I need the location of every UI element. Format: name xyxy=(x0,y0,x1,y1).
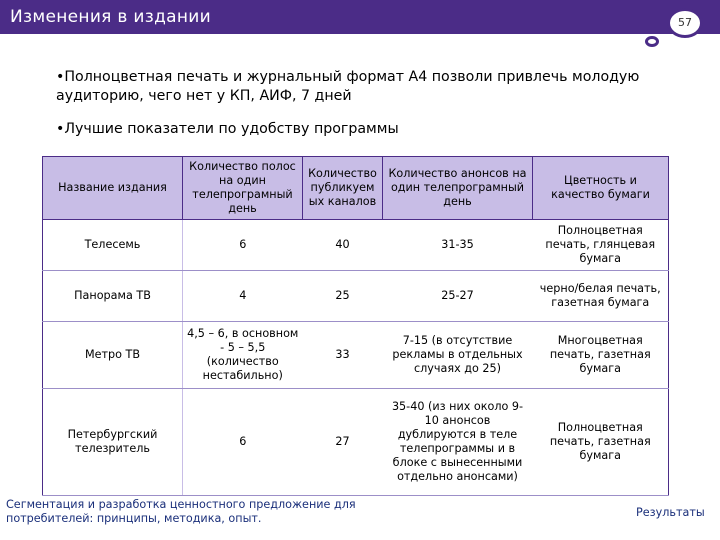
table-row xyxy=(43,271,669,322)
table-row xyxy=(43,322,669,389)
table-row xyxy=(43,389,669,496)
table-cell: Петербургский телезритель xyxy=(43,389,183,496)
table-cell: Панорама ТВ xyxy=(43,271,183,322)
slide-title: Изменения в издании xyxy=(10,7,212,27)
table-cell: 27 xyxy=(303,389,383,496)
table-cell: 35-40 (из них около 9-10 анонсов дублируются в теле телепрограммы и в блоке с вынесенными отдельно анонсами) xyxy=(383,389,533,496)
table-cell: 4 xyxy=(183,271,303,322)
table-cell: 7-15 (в отсутствие рекламы в отдельных случаях до 25) xyxy=(383,322,533,389)
column-header: Количество публикуем ых каналов xyxy=(303,157,383,220)
table-cell: 4,5 – 6, в основном - 5 – 5,5 (количество нестабильно) xyxy=(183,322,303,389)
bubble-decoration xyxy=(645,36,659,47)
table-cell: 6 xyxy=(183,220,303,271)
column-header: Название издания xyxy=(43,157,183,220)
table-cell: Многоцветная печать, газетная бумага xyxy=(533,322,669,389)
table-cell: Полноцветная печать, газетная бумага xyxy=(533,389,669,496)
comparison-table xyxy=(42,156,669,496)
column-header: Количество полос на один телепрограмный день xyxy=(183,157,303,220)
table-cell: 6 xyxy=(183,389,303,496)
table-cell: 25-27 xyxy=(383,271,533,322)
header-bar xyxy=(0,0,720,34)
bullet-list xyxy=(56,68,656,153)
bullet-item: •Лучшие показатели по удобству программы xyxy=(56,121,399,137)
column-header: Количество анонсов на один телепрограмный день xyxy=(383,157,533,220)
table-row xyxy=(43,220,669,271)
table-cell: черно/белая печать, газетная бумага xyxy=(533,271,669,322)
table-cell: 40 xyxy=(303,220,383,271)
table-cell: 25 xyxy=(303,271,383,322)
column-header: Цветность и качество бумаги xyxy=(533,157,669,220)
table-cell: 31-35 xyxy=(383,220,533,271)
table-header-row xyxy=(43,157,669,220)
table-cell: Метро ТВ xyxy=(43,322,183,389)
footer-results-link[interactable]: Результаты xyxy=(636,506,705,519)
table-cell: Полноцветная печать, глянцевая бумага xyxy=(533,220,669,271)
table-cell: 33 xyxy=(303,322,383,389)
footer-caption: Сегментация и разработка ценностного предложение для потребителей: принципы, методика, опыт. xyxy=(6,498,356,525)
table-cell: Телесемь xyxy=(43,220,183,271)
bullet-item: •Полноцветная печать и журнальный формат А4 позволи привлечь молодую аудиторию, чего нет у КП, АИФ, 7 дней xyxy=(56,69,640,104)
page-number-badge: 57 xyxy=(667,8,703,38)
